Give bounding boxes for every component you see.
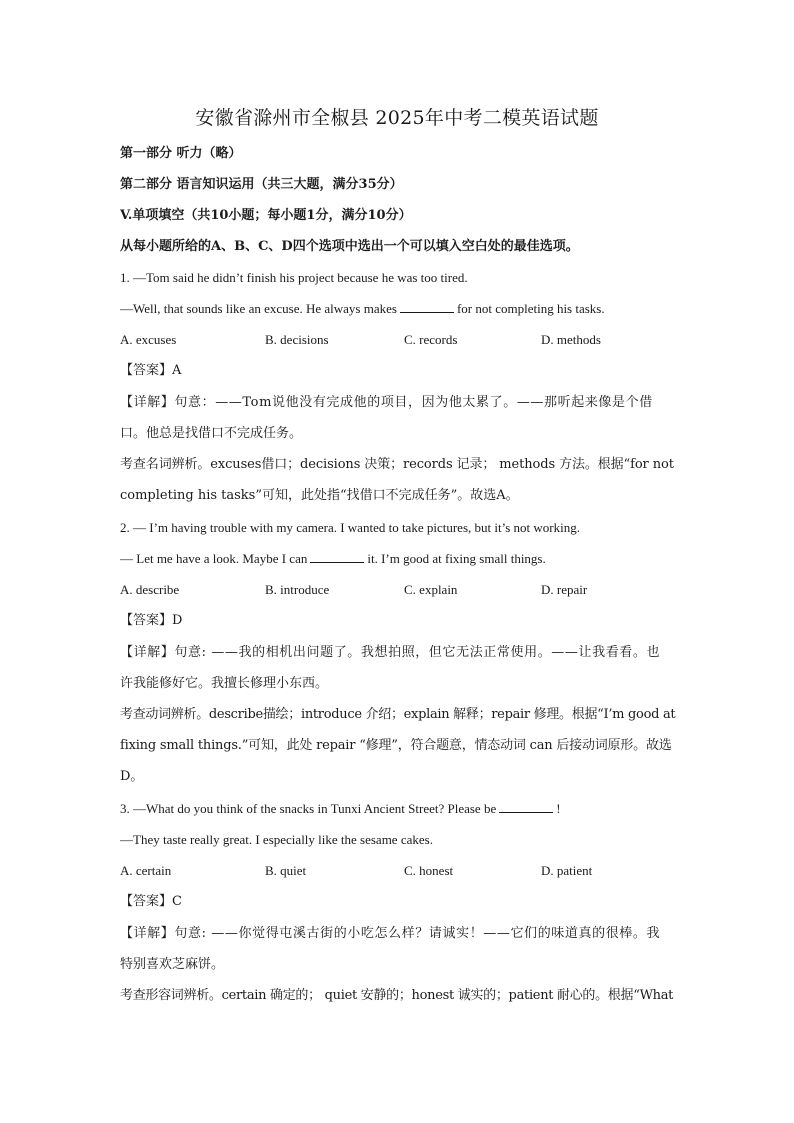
page-title: 安徽省滁州市全椒县 2025年中考二模英语试题 (195, 107, 599, 129)
question-2-option-b: B. introduce (265, 582, 330, 597)
question-1-answer: 【答案】A (120, 363, 182, 378)
answer-blank (499, 800, 553, 813)
part-one-heading: 第一部分 听力（略） (120, 146, 242, 161)
question-3-options (120, 862, 676, 880)
question-3-option-a: A. certain (120, 863, 172, 878)
question-2-option-a: A. describe (120, 582, 180, 597)
question-1-text-after-blank: for not completing his tasks. (456, 301, 605, 316)
question-1-options (120, 331, 676, 349)
question-1-option-d: D. methods (541, 332, 601, 347)
question-3-option-d: D. patient (541, 863, 593, 878)
question-2-explanation-line: fixing small things.”可知，此处 repair “修理”，符合题意，情态动词 can 后接动词原形。故选 (120, 738, 672, 753)
answer-blank (310, 550, 364, 563)
question-3-stem-line-1 (120, 800, 676, 818)
question-3-answer: 【答案】C (120, 894, 182, 909)
question-2-options (120, 581, 676, 599)
question-1-explanation-line: 口。他总是找借口不完成任务。 (120, 426, 303, 441)
question-2-explanation-line: 许我能修好它。我擅长修理小东西。 (120, 676, 329, 691)
question-3-option-b: B. quiet (265, 863, 307, 878)
question-3-text-before-blank: 3. —What do you think of the snacks in Tunxi Ancient Street? Please be (120, 801, 497, 816)
question-2-explanation-line: D。 (120, 769, 144, 784)
instructions: 从每小题所给的A、B、C、D四个选项中选出一个可以填入空白处的最佳选项。 (120, 239, 579, 254)
question-2-stem-line-1: 2. — I’m having trouble with my camera. I wanted to take pictures, but it’s not working. (120, 520, 580, 535)
question-2-text-after-blank: it. I’m good at fixing small things. (367, 551, 546, 566)
section-heading: V.单项填空（共10小题；每小题1分，满分10分） (120, 208, 412, 223)
answer-blank (400, 300, 454, 313)
question-1-text-before-blank: —Well, that sounds like an excuse. He always makes (120, 301, 397, 316)
question-3-text-after-blank: ! (556, 801, 561, 816)
question-1-explanation-line: 考查名词辨析。excuses借口；decisions 决策；records 记录； methods 方法。根据“for not (120, 457, 674, 472)
question-2-explanation-line: 【详解】句意: ——我的相机出问题了。我想拍照，但它无法正常使用。——让我看看。也 (120, 645, 661, 660)
question-1-explanation-line: 【详解】句意：——Tom说他没有完成他的项目，因为他太累了。——那听起来像是个借 (120, 395, 653, 410)
question-1-stem-line-2 (120, 300, 676, 318)
question-1-option-b: B. decisions (265, 332, 329, 347)
question-2-stem-line-2 (120, 550, 676, 568)
question-3-explanation-line: 特别喜欢芝麻饼。 (120, 957, 225, 972)
question-2-explanation-line: 考查动词辨析。describe描绘；introduce 介绍；explain 解释；repair 修理。根据“I’m good at (120, 707, 676, 722)
question-3-option-c: C. honest (404, 863, 454, 878)
question-2-text-before-blank: — Let me have a look. Maybe I can (120, 551, 308, 566)
part-two-heading: 第二部分 语言知识运用（共三大题，满分35分） (120, 177, 403, 192)
question-2-answer: 【答案】D (120, 613, 183, 628)
question-2-option-c: C. explain (404, 582, 458, 597)
question-3-stem-line-2: —They taste really great. I especially like the sesame cakes. (120, 832, 433, 847)
question-1-stem-line-1: 1. —Tom said he didn’t finish his project because he was too tired. (120, 270, 468, 285)
question-2-option-d: D. repair (541, 582, 588, 597)
question-3-explanation-line: 考查形容词辨析。certain 确定的； quiet 安静的；honest 诚实的；patient 耐心的。根据“What (120, 988, 674, 1003)
question-1-explanation-line: completing his tasks”可知，此处指“找借口不完成任务”。故选A。 (120, 488, 519, 503)
question-3-explanation-line: 【详解】句意: ——你觉得屯溪古街的小吃怎么样？请诚实！——它们的味道真的很棒。我 (120, 926, 661, 941)
question-1-option-a: A. excuses (120, 332, 177, 347)
question-1-option-c: C. records (404, 332, 458, 347)
